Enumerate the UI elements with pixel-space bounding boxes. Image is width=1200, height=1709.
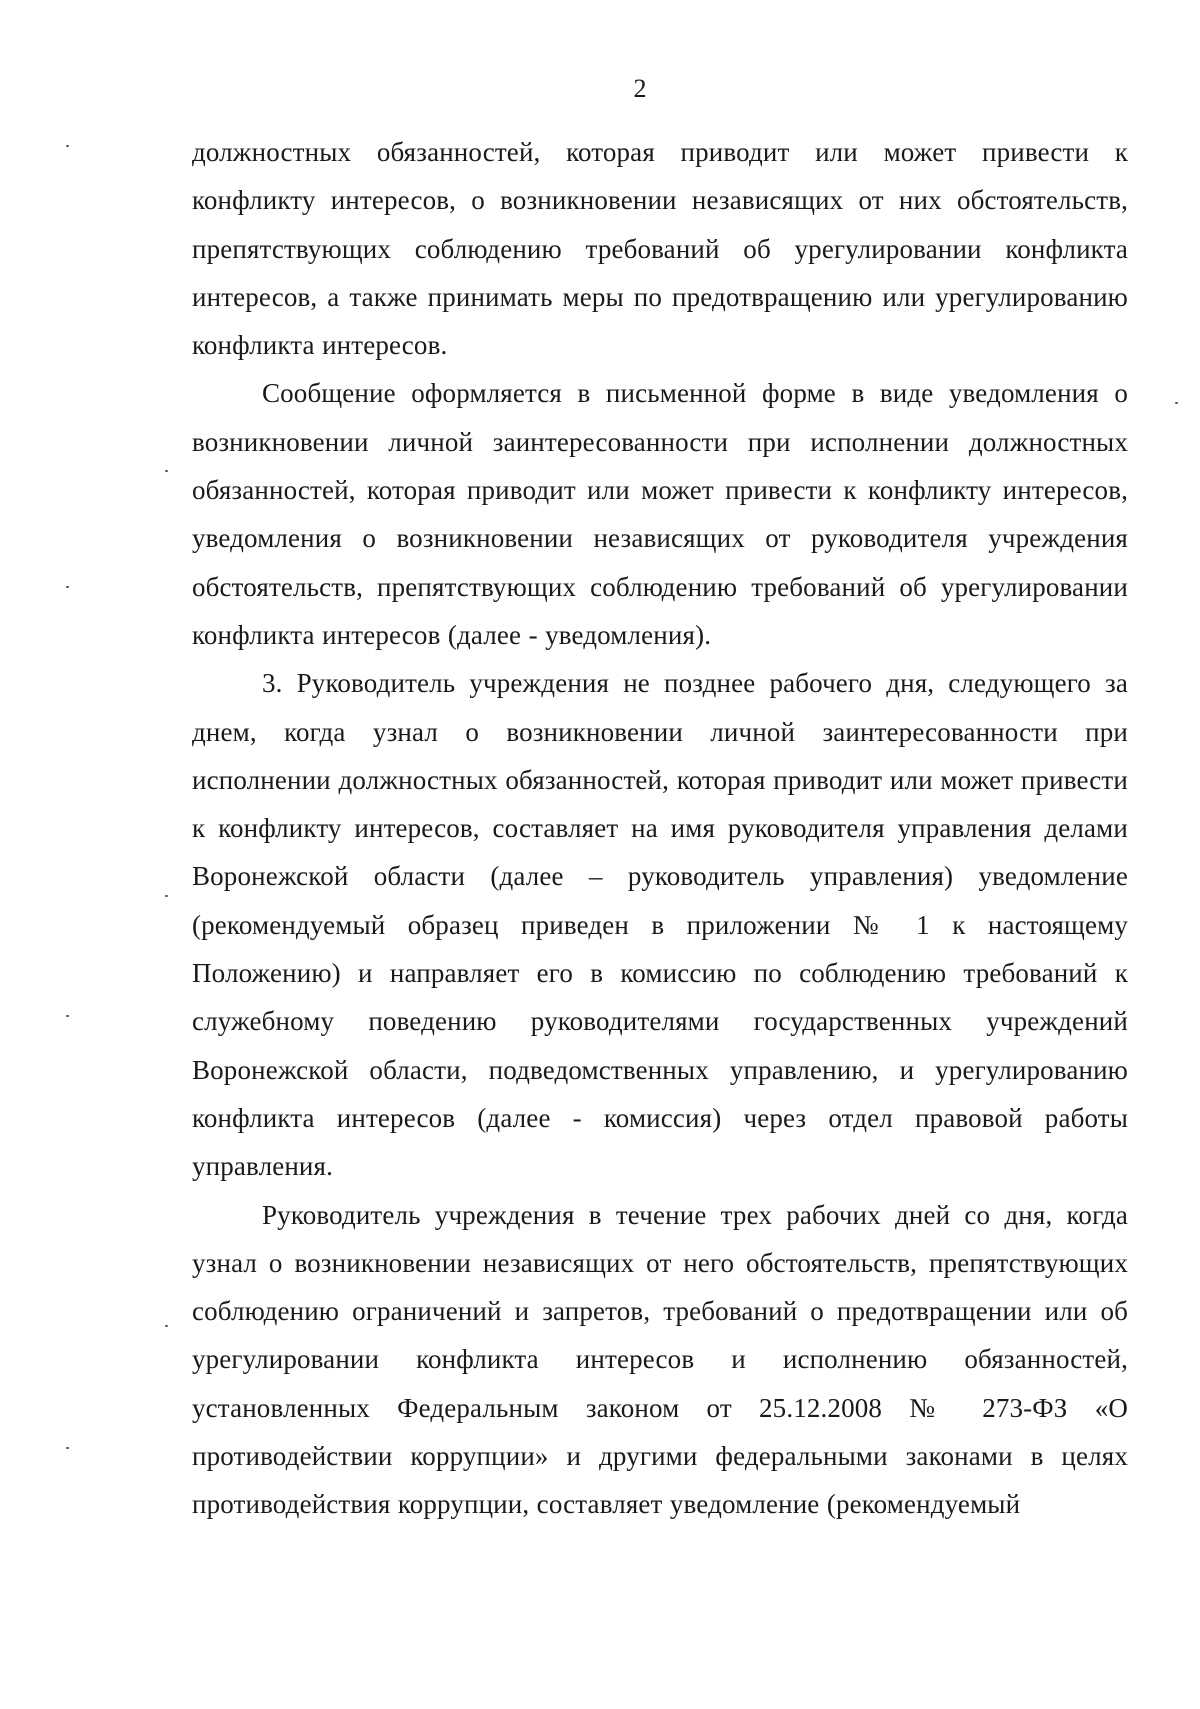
paragraph-2: Сообщение оформляется в письменной форме в виде уведомления о возникновении личной заинтересованности при исполнении должностных обязанностей, которая приводит или может привести к конфликту интересов, уведомления о возникновении независящих от руководителя учреждения обстоятельств, препятствующих соблюдению требований об урегулировании конфликта интересов (далее - уведомления). [192, 378, 1128, 650]
scan-speck [165, 1325, 168, 1327]
paragraph-1: должностных обязанностей, которая приводит или может привести к конфликту интересов, о возникновении независящих от них обстоятельств, препятствующих соблюдению требований об урегулировании конфликта интересов, а также принимать меры по предотвращению или урегулированию конфликта интересов. [192, 137, 1128, 361]
scan-speck [66, 1015, 69, 1017]
scan-speck [165, 895, 168, 897]
paragraph-4: Руководитель учреждения в течение трех рабочих дней со дня, когда узнал о возникновении независящих от него обстоятельств, препятствующих соблюдению ограничений и запретов, требований о предотвращении или об урегулировании конфликта интересов и исполнению обязанностей, установленных Федеральным законом от 25.12.2008 № 273-ФЗ «О противодействии коррупции» и другими федеральными законами в целях противодействия коррупции, составляет уведомление (рекомендуемый [192, 1199, 1128, 1520]
scan-speck [66, 586, 69, 588]
scan-speck [66, 1447, 69, 1449]
paragraph-3: 3. Руководитель учреждения не позднее рабочего дня, следующего за днем, когда узнал о возникновении личной заинтересованности при исполнении должностных обязанностей, которая приводит или может привести к конфликту интересов, составляет на имя руководителя управления делами Воронежской области (далее – руководитель управления) уведомление (рекомендуемый образец приведен в приложении № 1 к настоящему Положению) и направляет его в комиссию по соблюдению требований к служебному поведению руководителями государственных учреждений Воронежской области, подведомственных управлению, и урегулированию конфликта интересов (далее - комиссия) через отдел правовой работы управления. [192, 668, 1128, 1182]
scan-speck [1175, 402, 1178, 404]
document-body [192, 128, 1128, 1529]
scan-speck [165, 470, 168, 472]
page-number: 2 [633, 74, 647, 103]
scan-speck [66, 145, 69, 147]
